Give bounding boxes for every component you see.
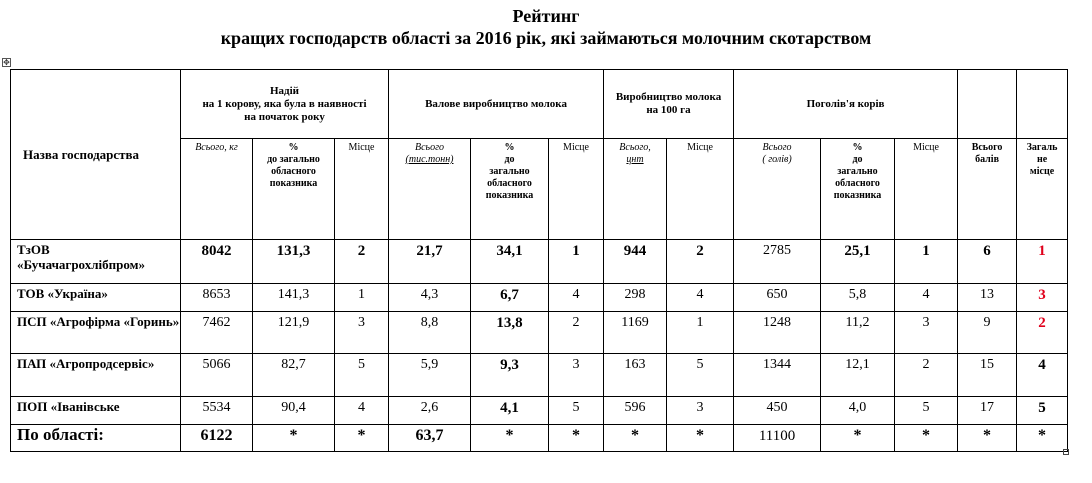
cell-yield-pct: 141,3 — [253, 284, 335, 312]
sub-herd-place: Місце — [895, 139, 958, 240]
cell-herd-place: 3 — [895, 312, 958, 354]
cell-yield-pct: * — [253, 425, 335, 452]
cell-yield: 5534 — [181, 397, 253, 425]
cell-overall: 3 — [1017, 284, 1068, 312]
cell-score: 6 — [958, 240, 1017, 284]
cell-gross-place: 2 — [549, 312, 604, 354]
move-handle-icon[interactable]: ✥ — [3, 58, 10, 67]
table-row — [11, 240, 1068, 284]
cell-herd: 1344 — [734, 354, 821, 397]
cell-herd-pct: 25,1 — [821, 240, 895, 284]
cell-gross-pct: 4,1 — [471, 397, 549, 425]
cell-herd-place: 2 — [895, 354, 958, 397]
cell-per100: 944 — [604, 240, 667, 284]
table-row — [11, 354, 1068, 397]
cell-overall: 5 — [1017, 397, 1068, 425]
cell-yield: 8042 — [181, 240, 253, 284]
header-name: Назва господарства — [11, 70, 181, 240]
header-group-gross-production: Валове виробництво молока — [389, 70, 604, 139]
cell-per100: 596 — [604, 397, 667, 425]
cell-gross-pct: 34,1 — [471, 240, 549, 284]
cell-per100-place: 4 — [667, 284, 734, 312]
cell-per100: 1169 — [604, 312, 667, 354]
cell-yield-pct: 82,7 — [253, 354, 335, 397]
cell-herd: 2785 — [734, 240, 821, 284]
cell-gross-place: 1 — [549, 240, 604, 284]
row-name: ПСП «Агрофірма «Горинь» — [11, 312, 181, 354]
cell-yield-pct: 121,9 — [253, 312, 335, 354]
cell-gross: 8,8 — [389, 312, 471, 354]
cell-per100: 163 — [604, 354, 667, 397]
header-group-production-per-100ha: Виробництво молока на 100 га — [604, 70, 734, 139]
cell-per100: * — [604, 425, 667, 452]
row-name: По області: — [11, 425, 181, 452]
sub-per100-place: Місце — [667, 139, 734, 240]
cell-herd-place: 4 — [895, 284, 958, 312]
table-row — [11, 397, 1068, 425]
cell-yield-place: 2 — [335, 240, 389, 284]
cell-score: * — [958, 425, 1017, 452]
cell-yield-pct: 131,3 — [253, 240, 335, 284]
cell-yield: 7462 — [181, 312, 253, 354]
cell-score: 13 — [958, 284, 1017, 312]
row-name: ТзОВ «Бучачагрохлібпром» — [11, 240, 181, 284]
cell-gross-place: 3 — [549, 354, 604, 397]
header-empty-overall — [1017, 70, 1068, 139]
cell-yield-pct: 90,4 — [253, 397, 335, 425]
table-row-total — [11, 425, 1068, 452]
sub-gross-pct: % до загально обласного показника — [471, 139, 549, 240]
sub-gross-total: Всього (тис.тонн) — [389, 139, 471, 240]
table-resize-handle[interactable] — [1063, 449, 1069, 455]
sub-overall: Загаль не місце — [1017, 139, 1068, 240]
sub-herd-pct: % до загально обласного показника — [821, 139, 895, 240]
cell-herd-pct: 4,0 — [821, 397, 895, 425]
cell-yield-place: 4 — [335, 397, 389, 425]
cell-yield: 8653 — [181, 284, 253, 312]
cell-herd-place: * — [895, 425, 958, 452]
sub-yield-total: Всього, кг — [181, 139, 253, 240]
cell-overall: 4 — [1017, 354, 1068, 397]
cell-yield-place: * — [335, 425, 389, 452]
cell-overall: 1 — [1017, 240, 1068, 284]
cell-herd: 1248 — [734, 312, 821, 354]
sub-yield-pct: % до загально обласного показника — [253, 139, 335, 240]
cell-per100-place: 2 — [667, 240, 734, 284]
cell-per100-place: 3 — [667, 397, 734, 425]
cell-overall: * — [1017, 425, 1068, 452]
rating-table — [10, 69, 1068, 452]
cell-gross-pct: 9,3 — [471, 354, 549, 397]
cell-per100-place: * — [667, 425, 734, 452]
sub-score: Всього балів — [958, 139, 1017, 240]
cell-yield: 6122 — [181, 425, 253, 452]
cell-herd: 450 — [734, 397, 821, 425]
cell-gross-place: * — [549, 425, 604, 452]
cell-gross-pct: * — [471, 425, 549, 452]
cell-gross-place: 4 — [549, 284, 604, 312]
cell-gross: 4,3 — [389, 284, 471, 312]
header-group-cow-herd: Поголів'я корів — [734, 70, 958, 139]
cell-gross-pct: 6,7 — [471, 284, 549, 312]
cell-herd-pct: 11,2 — [821, 312, 895, 354]
row-name: ТОВ «Україна» — [11, 284, 181, 312]
cell-score: 15 — [958, 354, 1017, 397]
cell-gross: 63,7 — [389, 425, 471, 452]
sub-gross-place: Місце — [549, 139, 604, 240]
cell-gross-place: 5 — [549, 397, 604, 425]
cell-per100-place: 1 — [667, 312, 734, 354]
cell-herd-place: 1 — [895, 240, 958, 284]
cell-yield-place: 3 — [335, 312, 389, 354]
cell-herd: 11100 — [734, 425, 821, 452]
document-title: Рейтинг — [512, 6, 580, 26]
header-group-milk-yield: Надій на 1 корову, яка була в наявності на початок року — [181, 70, 389, 139]
sub-herd-total: Всього ( голів) — [734, 139, 821, 240]
row-name: ПАП «Агропродсервіс» — [11, 354, 181, 397]
cell-per100: 298 — [604, 284, 667, 312]
cell-score: 17 — [958, 397, 1017, 425]
cell-gross: 2,6 — [389, 397, 471, 425]
sub-per100-total: Всього, цнт — [604, 139, 667, 240]
header-empty-score — [958, 70, 1017, 139]
cell-yield: 5066 — [181, 354, 253, 397]
cell-overall: 2 — [1017, 312, 1068, 354]
cell-gross: 5,9 — [389, 354, 471, 397]
cell-gross-pct: 13,8 — [471, 312, 549, 354]
table-row — [11, 284, 1068, 312]
cell-yield-place: 5 — [335, 354, 389, 397]
cell-herd-pct: 12,1 — [821, 354, 895, 397]
sub-yield-place: Місце — [335, 139, 389, 240]
cell-herd-pct: * — [821, 425, 895, 452]
cell-score: 9 — [958, 312, 1017, 354]
cell-per100-place: 5 — [667, 354, 734, 397]
row-name: ПОП «Іванівське — [11, 397, 181, 425]
cell-herd-pct: 5,8 — [821, 284, 895, 312]
cell-herd-place: 5 — [895, 397, 958, 425]
cell-yield-place: 1 — [335, 284, 389, 312]
cell-gross: 21,7 — [389, 240, 471, 284]
table-row — [11, 312, 1068, 354]
document-subtitle: кращих господарств області за 2016 рік, які займаються молочним скотарством — [220, 28, 872, 48]
cell-herd: 650 — [734, 284, 821, 312]
